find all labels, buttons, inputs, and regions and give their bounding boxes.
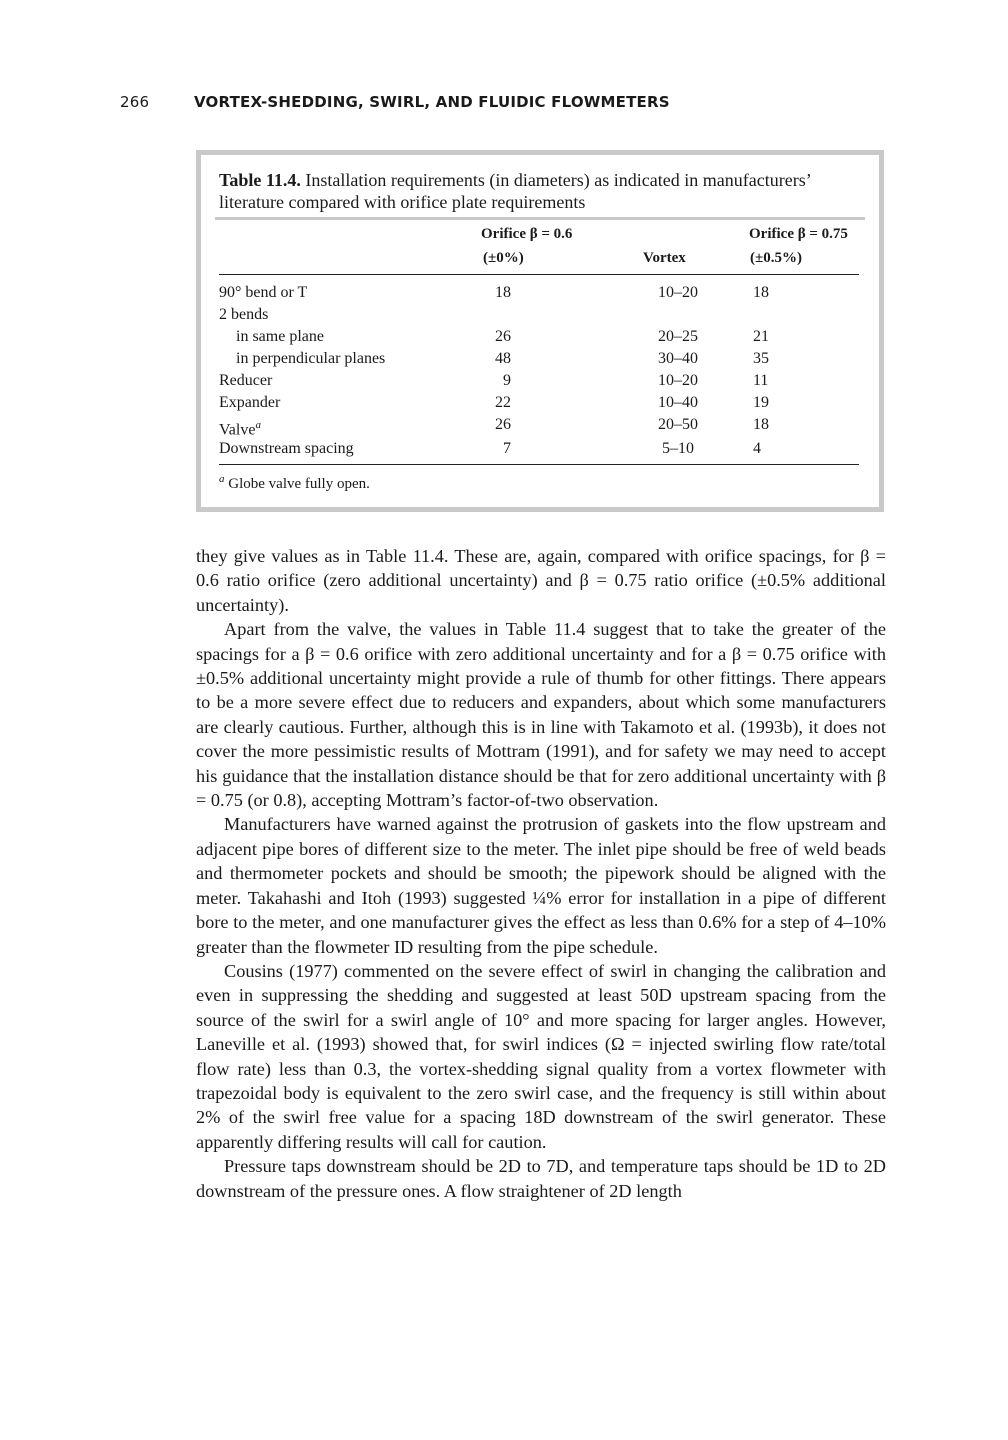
table-caption-text: Installation requirements (in diameters) as indicated in manufacturers’ literature compared with orifice plate requirements (219, 170, 811, 212)
cell-orifice-06: 26 (495, 416, 511, 433)
cell-vortex: 10–40 (658, 394, 698, 411)
table-row (219, 370, 859, 392)
row-label: in perpendicular planes (236, 350, 386, 367)
row-label: Reducer (219, 372, 273, 389)
cell-orifice-075: 21 (753, 328, 769, 345)
paragraph-3-start: Manufacturers have warned against the protrusion of gaskets into the flow upstream and adjacent pipe bores of different size to the meter. The inlet pipe should be free of weld beads and thermometer pockets and should be smooth; the pipework should be aligned with the meter. Takahashi and Itoh (1993) suggested (196, 814, 886, 908)
cell-orifice-075: 35 (753, 350, 769, 367)
page-number: 266 (120, 93, 150, 111)
table-row (219, 438, 859, 460)
cell-vortex: 20–50 (658, 416, 698, 433)
running-title: VORTEX-SHEDDING, SWIRL, AND FLUIDIC FLOWMETERS (194, 93, 670, 111)
table-row (219, 414, 859, 439)
cell-vortex: 10–20 (658, 284, 698, 301)
cell-vortex: 30–40 (658, 350, 698, 367)
table-11-4 (196, 150, 884, 512)
row-label: 2 bends (219, 306, 269, 323)
col-header-vortex: Vortex (643, 250, 686, 266)
footnote-mark: a (219, 473, 225, 485)
cell-orifice-075: 19 (753, 394, 769, 411)
row-label: in same plane (236, 328, 324, 345)
table-row (219, 282, 859, 304)
cell-orifice-075: 11 (753, 372, 769, 389)
cell-orifice-06: 48 (495, 350, 511, 367)
cell-orifice-075: 18 (753, 416, 769, 433)
cell-orifice-06: 18 (495, 284, 511, 301)
col-subheader-orifice-06: (±0%) (483, 250, 524, 266)
table-row (219, 392, 859, 414)
footnote-marker: a (255, 419, 261, 431)
paragraph-2: Apart from the valve, the values in Table 11.4 suggest that to take the greater of the spacings for a β = 0.6 orifice with zero additional uncertainty and for a β = 0.75 orifice with ±0.5% additional uncertainty might provide a rule of thumb for other fittings. There appears to be a more severe effect due to reducers and expanders, about which some manufacturers are clearly cautious. Further, although this is in line with Takamoto et al. (1993b), it does not cover the more pessimistic results of Mottram (1991), and for safety we may need to accept his guidance that the installation distance should be that for zero additional uncertainty with β = 0.75 (or 0.8), accepting Mottram’s factor-of-two observation. (196, 619, 886, 811)
paragraph-4: Cousins (1977) commented on the severe effect of swirl in changing the calibration and even in suppressing the shedding and suggested at least 50D upstream spacing from the source of the swirl for a swirl angle of 10° and more spacing for larger angles. However, Laneville et al. (1993) showed that, for swirl indices (Ω = injected swirling flow rate/total flow rate) less than 0.3, the vortex-shedding signal quality from a vortex flowmeter with trapezoidal body is equivalent to the zero swirl case, and the frequency is still within about 2% of the swirl free value for a spacing 18D downstream of the swirl generator. These apparently differing results will call for caution. (196, 960, 886, 1152)
paragraph-3 (196, 812, 886, 958)
cell-vortex: 5–10 (662, 440, 694, 457)
cell-orifice-06: 22 (495, 394, 511, 411)
cell-vortex: 10–20 (658, 372, 698, 389)
table-caption-label: Table 11.4. (219, 170, 301, 190)
table-footnote (219, 473, 370, 493)
cell-orifice-075: 18 (753, 284, 769, 301)
paragraph-1: they give values as in Table 11.4. These are, again, compared with orifice spacings, for β = 0.6 ratio orifice (zero additional uncertainty) and β = 0.75 ratio orifice (±0.5% additional uncertainty). (196, 546, 886, 615)
row-label: Expander (219, 394, 281, 411)
running-head (120, 93, 670, 111)
table-row (219, 326, 859, 348)
footnote-text: Globe valve fully open. (228, 476, 370, 492)
caption-rule (215, 217, 865, 220)
fraction-quarter: ¼ (532, 887, 547, 908)
cell-vortex: 20–25 (658, 328, 698, 345)
cell-orifice-06: 26 (495, 328, 511, 345)
paragraph-3-end: % error for installation in a pipe of different bore to the meter, and one manufacturer gives the effect as less than 0.6% for a step of 4–10% greater than the flowmeter ID resulting from the pipe schedule. (196, 887, 886, 957)
cell-orifice-06: 9 (503, 372, 511, 389)
bottom-rule (219, 464, 859, 465)
body-text (196, 544, 886, 1203)
table-row (219, 348, 859, 370)
cell-orifice-075: 4 (753, 440, 761, 457)
row-label: Downstream spacing (219, 440, 354, 457)
row-label: 90° bend or T (219, 284, 308, 301)
paragraph-5: Pressure taps downstream should be 2D to 7D, and temperature taps should be 1D to 2D downstream of the pressure ones. A flow straightener of 2D length (196, 1156, 886, 1201)
col-header-orifice-075: Orifice β = 0.75 (749, 226, 848, 242)
cell-orifice-06: 7 (503, 440, 511, 457)
table-caption (219, 169, 859, 213)
header-rule (219, 274, 859, 275)
col-subheader-orifice-075: (±0.5%) (750, 250, 802, 266)
row-label-text: Valve (219, 421, 256, 439)
table-row (219, 304, 859, 326)
col-header-orifice-06: Orifice β = 0.6 (481, 226, 573, 242)
